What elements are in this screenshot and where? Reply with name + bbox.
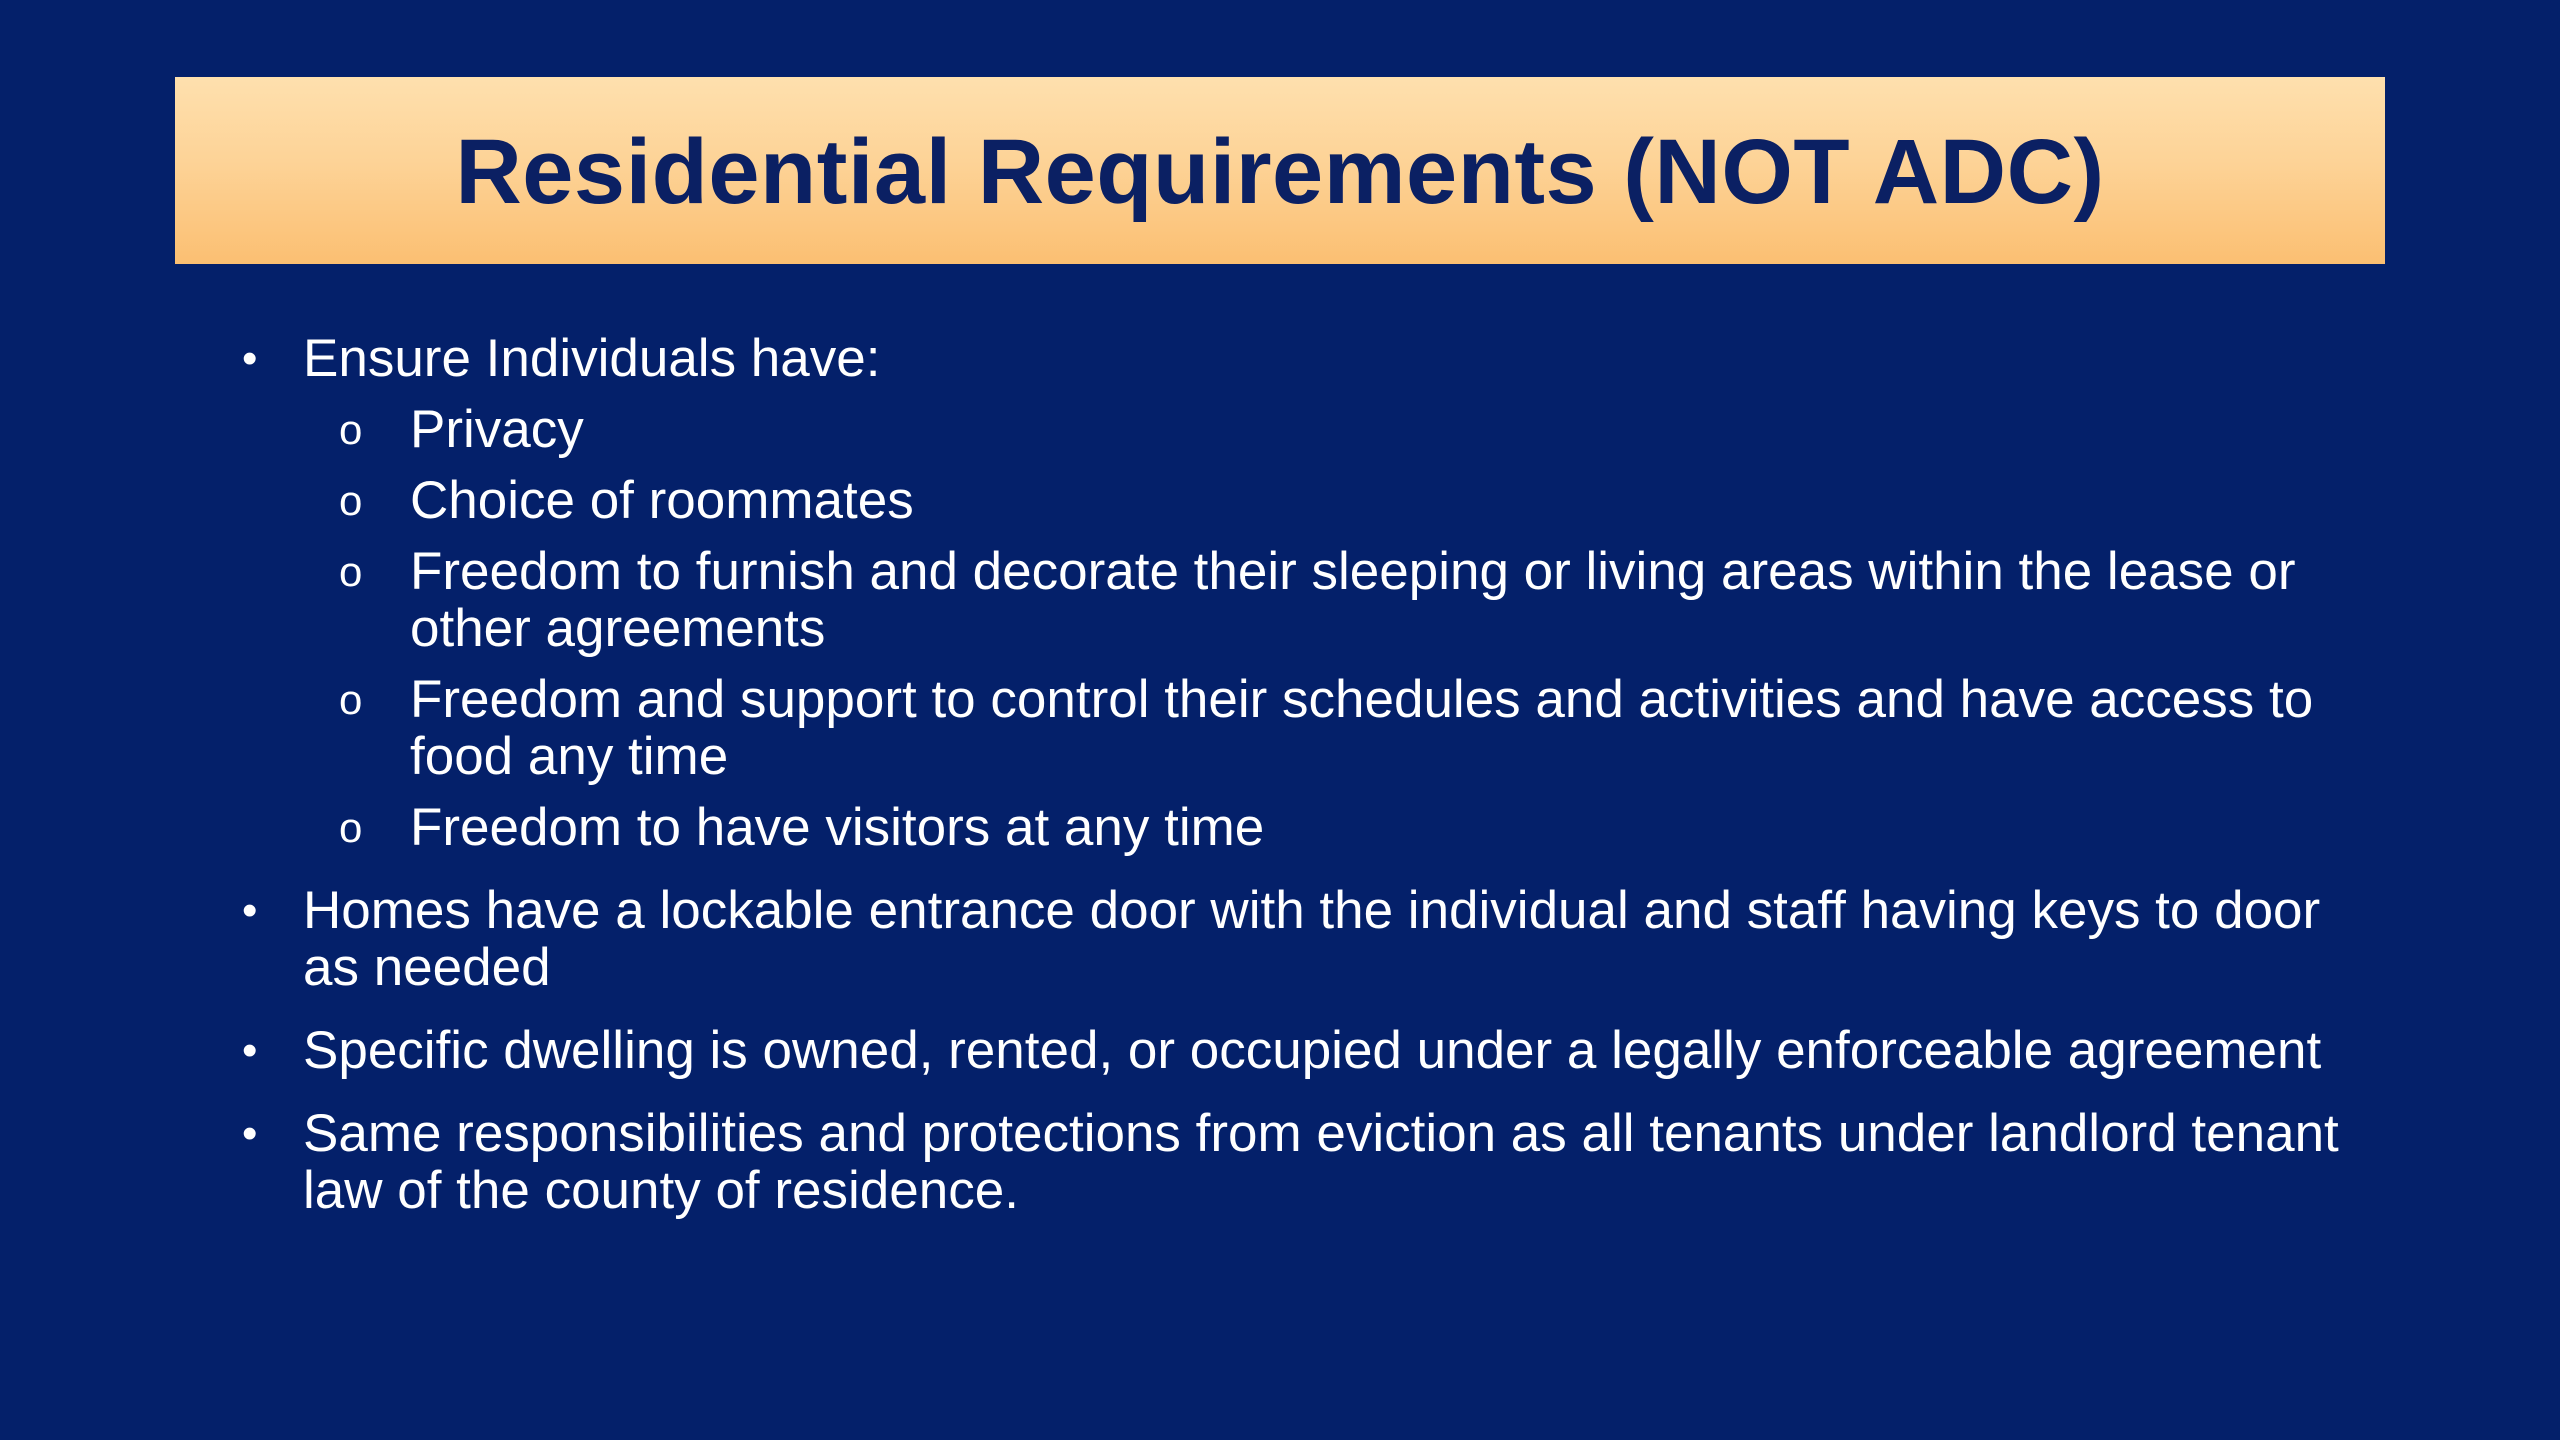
bullet-icon: • [242,1026,258,1075]
sub-item [230,401,2350,458]
sub-item [230,799,2350,856]
bullet-icon: • [242,886,258,935]
bullet-text: Ensure Individuals have: [303,329,881,388]
slide-title: Residential Requirements (NOT ADC) [455,121,2105,223]
bullet-icon: • [242,1109,258,1158]
title-bar [175,77,2385,264]
circle-bullet-icon: o [339,548,363,595]
sub-item [230,543,2350,657]
circle-bullet-icon: o [339,477,363,524]
bullet-icon: • [242,334,258,383]
sub-item-text: Freedom to furnish and decorate their sleeping or living areas within the lease or other agreements [410,542,2296,658]
bullet-text: Specific dwelling is owned, rented, or occupied under a legally enforceable agreement [303,1021,2322,1080]
bullet-text: Homes have a lockable entrance door with the individual and staff having keys to door as needed [303,881,2321,997]
bullet-item [230,882,2350,996]
sub-item-text: Choice of roommates [410,471,914,530]
slide-content [230,330,2350,1245]
sub-item-text: Privacy [410,400,584,459]
bullet-text: Same responsibilities and protections from eviction as all tenants under landlord tenant law of the county of residence. [303,1104,2339,1220]
bullet-item [230,1105,2350,1219]
circle-bullet-icon: o [339,406,363,453]
sub-item [230,472,2350,529]
sub-item-text: Freedom to have visitors at any time [410,798,1265,857]
bullet-item [230,330,2350,856]
sub-item [230,671,2350,785]
circle-bullet-icon: o [339,676,363,723]
sub-list [303,401,2350,856]
bullet-item [230,1022,2350,1079]
sub-item-text: Freedom and support to control their schedules and activities and have access to food any time [410,670,2314,786]
circle-bullet-icon: o [339,804,363,851]
